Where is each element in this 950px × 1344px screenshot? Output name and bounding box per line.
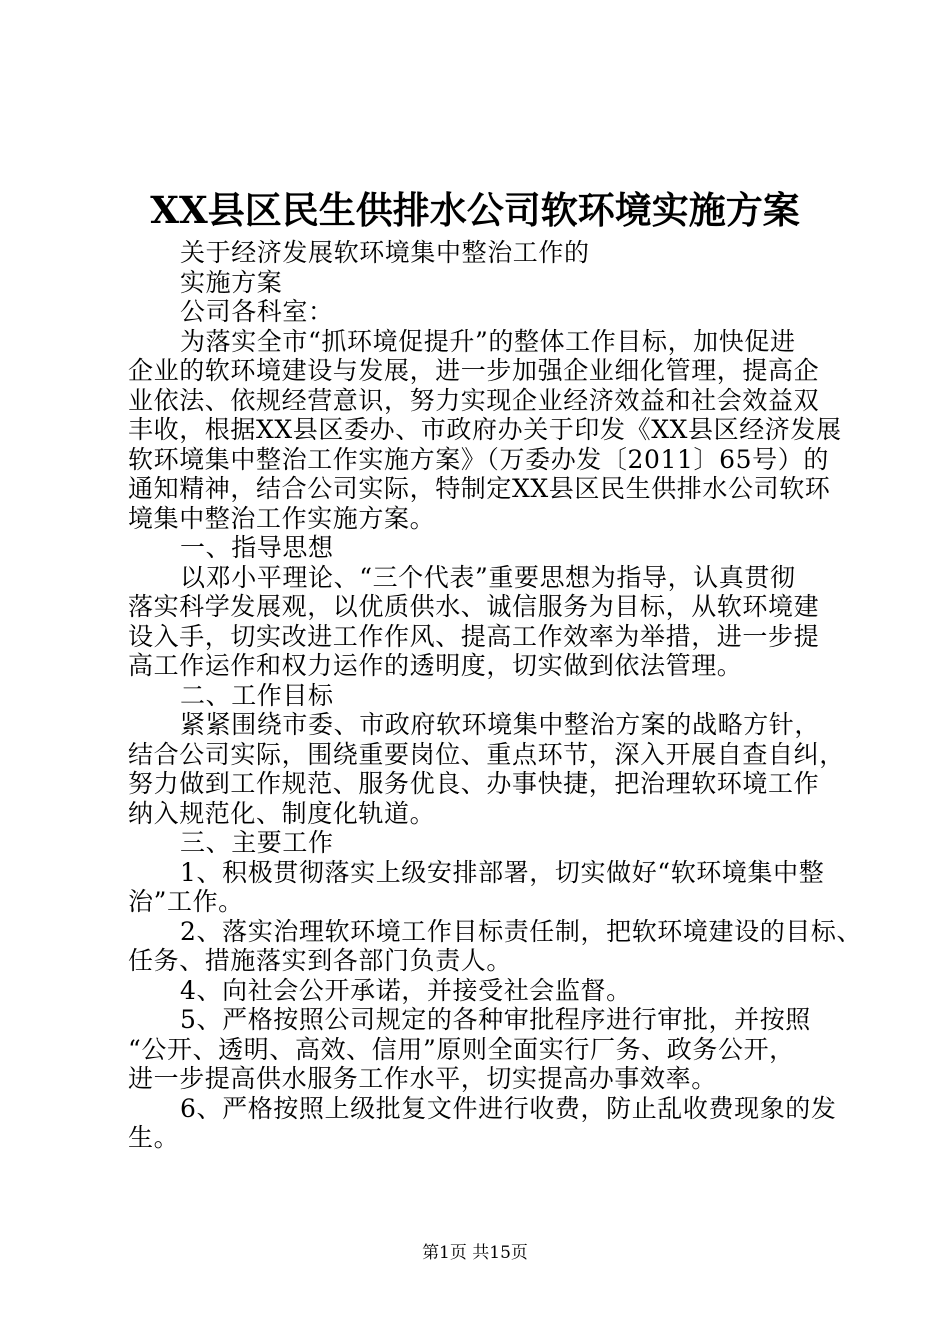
paragraph-line: 公司各科室：	[180, 297, 334, 326]
paragraph-line: 丰收，根据XX县区委办、市政府办关于印发《XX县区经济发展	[128, 415, 842, 444]
paragraph-line: 二、工作目标	[180, 680, 334, 710]
paragraph-line: 通知精神，结合公司实际，特制定XX县区民生供排水公司软环	[128, 474, 831, 503]
paragraph-line: 企业的软环境建设与发展，进一步加强企业细化管理，提高企	[128, 356, 820, 385]
paragraph-line: 设入手，切实改进工作作风、提高工作效率为举措，进一步提	[128, 621, 820, 651]
paragraph-line: 5、严格按照公司规定的各种审批程序进行审批，并按照	[180, 1005, 811, 1034]
paragraph-line: 纳入规范化、制度化轨道。	[128, 798, 436, 828]
paragraph-line: 紧紧围绕市委、市政府软环境集中整治方案的战略方针，	[180, 710, 821, 739]
paragraph-line: 生。	[128, 1123, 180, 1152]
paragraph-line: 高工作运作和权力运作的透明度，切实做到依法管理。	[128, 651, 743, 680]
paragraph-line: 任务、措施落实到各部门负责人。	[128, 946, 513, 975]
document-title: XX县区民生供排水公司软环境实施方案	[150, 188, 800, 232]
page-footer: 第1页 共15页	[422, 1243, 528, 1263]
paragraph-line: 结合公司实际，围绕重要岗位、重点环节，深入开展自查自纠，	[128, 739, 845, 769]
paragraph-line: “公开、透明、高效、信用”原则全面实行厂务、政务公开，	[128, 1034, 795, 1064]
paragraph-line: 进一步提高供水服务工作水平，切实提高办事效率。	[128, 1064, 717, 1093]
paragraph-line: 治”工作。	[128, 887, 244, 916]
paragraph-line: 关于经济发展软环境集中整治工作的	[180, 238, 590, 267]
paragraph-line: 境集中整治工作实施方案。	[128, 503, 436, 533]
paragraph-line: 努力做到工作规范、服务优良、办事快捷，把治理软环境工作	[128, 769, 820, 798]
paragraph-line: 4、向社会公开承诺，并接受社会监督。	[180, 975, 632, 1005]
paragraph-line: 1、积极贯彻落实上级安排部署，切实做好“软环境集中整	[180, 857, 825, 887]
paragraph-line: 落实科学发展观，以优质供水、诚信服务为目标，从软环境建	[128, 592, 820, 621]
paragraph-line: 为落实全市“抓环境促提升”的整体工作目标，加快促进	[180, 326, 796, 356]
paragraph-line: 软环境集中整治工作实施方案》（万委办发〔2011〕65号）的	[128, 444, 829, 474]
paragraph-line: 业依法、依规经营意识，努力实现企业经济效益和社会效益双	[128, 385, 820, 415]
paragraph-line: 一、指导思想	[180, 533, 334, 562]
paragraph-line: 6、严格按照上级批复文件进行收费，防止乱收费现象的发	[180, 1093, 837, 1123]
paragraph-line: 三、主要工作	[180, 828, 334, 857]
paragraph-line: 以邓小平理论、“三个代表”重要思想为指导，认真贯彻	[180, 562, 796, 592]
paragraph-line: 实施方案	[180, 267, 283, 297]
paragraph-line: 2、落实治理软环境工作目标责任制，把软环境建设的目标、	[180, 916, 863, 946]
